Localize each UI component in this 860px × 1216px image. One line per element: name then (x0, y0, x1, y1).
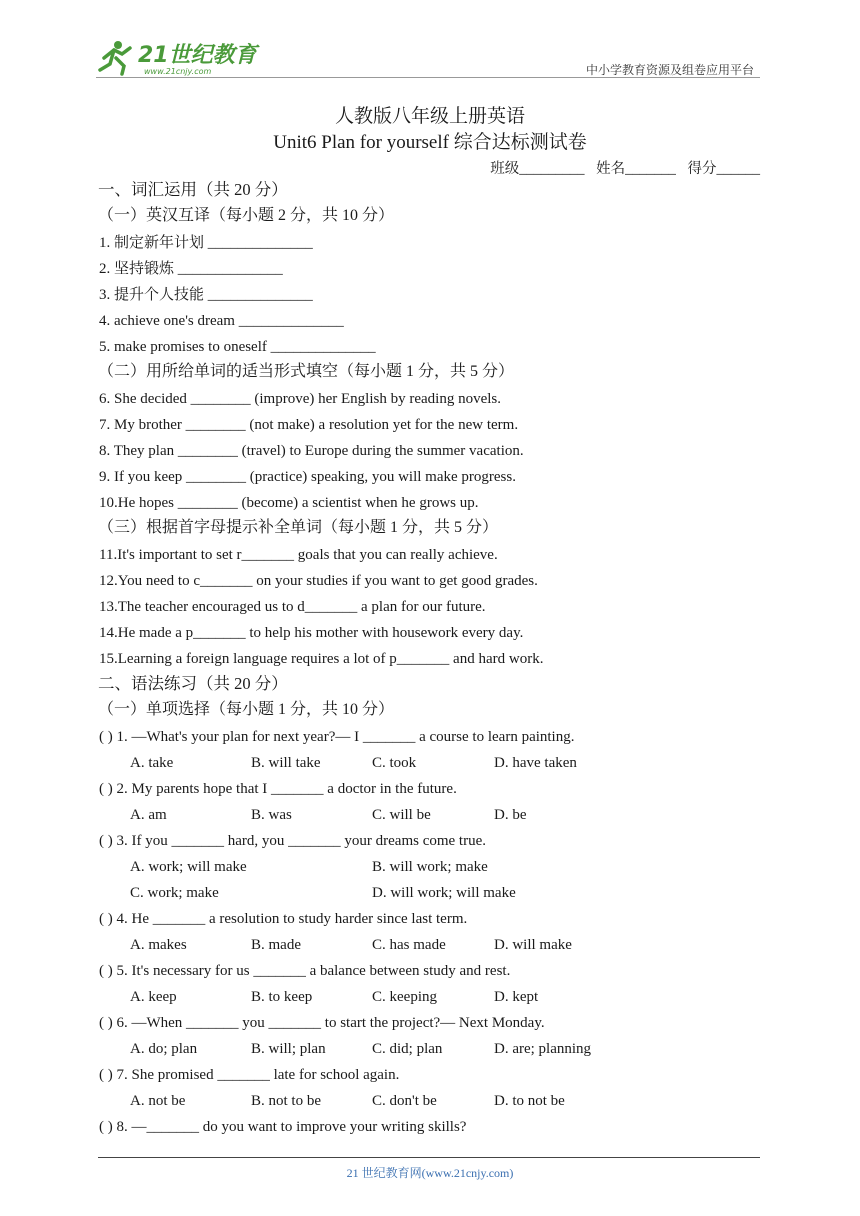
mcq-option[interactable]: A. keep (130, 989, 177, 1005)
question-item: 15.Learning a foreign language requires a lot of p_______ and hard work. (99, 651, 544, 667)
mcq-option[interactable]: D. will make (494, 937, 572, 953)
page-title: 人教版八年级上册英语 (334, 106, 525, 127)
question-item: 1. 制定新年计划 ______________ (99, 235, 313, 251)
mcq-question: ( ) 7. She promised _______ late for school again. (99, 1067, 400, 1083)
page-header (96, 36, 760, 78)
mcq-option[interactable]: B. to keep (251, 989, 313, 1005)
mcq-option[interactable]: A. take (130, 755, 174, 771)
score-field[interactable]: 得分______ (687, 161, 760, 177)
mcq-option[interactable]: B. made (251, 937, 301, 953)
question-item: 13.The teacher encouraged us to d_______ a plan for our future. (99, 599, 486, 615)
mcq-option[interactable]: B. will work; make (372, 859, 488, 875)
mcq-option[interactable]: C. don't be (372, 1093, 437, 1109)
svg-text:21世纪教育: 21世纪教育 (138, 43, 257, 68)
question-item: 2. 坚持锻炼 ______________ (99, 261, 283, 277)
mcq-option[interactable]: D. are; planning (494, 1041, 592, 1057)
svg-text:www.21cnjy.com: www.21cnjy.com (144, 67, 212, 76)
mcq-option[interactable]: D. kept (494, 989, 539, 1005)
mcq-question: ( ) 6. —When _______ you _______ to start the project?— Next Monday. (99, 1015, 545, 1031)
mcq-option[interactable]: A. do; plan (130, 1041, 198, 1057)
mcq-question: ( ) 4. He _______ a resolution to study harder since last term. (99, 911, 468, 927)
question-item: 6. She decided ________ (improve) her English by reading novels. (99, 391, 501, 407)
question-item: 8. They plan ________ (travel) to Europe during the summer vacation. (99, 443, 524, 459)
mcq-option[interactable]: C. work; make (130, 885, 219, 901)
question-item: 14.He made a p_______ to help his mother with housework every day. (99, 625, 524, 641)
mcq-option[interactable]: A. work; will make (130, 859, 247, 875)
footer-divider (98, 1157, 760, 1158)
mcq-option[interactable]: C. keeping (372, 989, 437, 1005)
mcq-option[interactable]: B. was (251, 807, 292, 823)
mcq-option[interactable]: D. be (494, 807, 527, 823)
platform-label: 中小学教育资源及组卷应用平台 (585, 63, 754, 77)
mcq-question: ( ) 8. —_______ do you want to improve your writing skills? (99, 1119, 467, 1135)
logo-icon (96, 36, 266, 78)
mcq-option[interactable]: B. not to be (251, 1093, 321, 1109)
question-item: 10.He hopes ________ (become) a scientist when he grows up. (99, 495, 479, 511)
mcq-question: ( ) 3. If you _______ hard, you _______ your dreams come true. (99, 833, 486, 849)
mcq-question: ( ) 1. —What's your plan for next year?— I _______ a course to learn painting. (99, 729, 575, 745)
header-divider (96, 77, 760, 78)
question-item: 4. achieve one's dream ______________ (99, 313, 344, 329)
mcq-option[interactable]: C. took (372, 755, 417, 771)
section-1-part-1-heading: （一）英汉互译（每小题 2 分，共 10 分） (98, 207, 395, 224)
section-1-part-2-heading: （二）用所给单词的适当形式填空（每小题 1 分，共 5 分） (98, 363, 515, 380)
mcq-option[interactable]: D. will work; will make (372, 885, 516, 901)
mcq-option[interactable]: A. am (130, 807, 167, 823)
class-field[interactable]: 班级_________ (490, 161, 585, 177)
question-item: 12.You need to c_______ on your studies if you want to get good grades. (99, 573, 538, 589)
mcq-option[interactable]: D. to not be (494, 1093, 565, 1109)
question-item: 7. My brother ________ (not make) a resolution yet for the new term. (99, 417, 519, 433)
question-item: 5. make promises to oneself ______________ (99, 339, 376, 355)
question-item: 11.It's important to set r_______ goals that you can really achieve. (99, 547, 498, 563)
mcq-option[interactable]: B. will take (251, 755, 321, 771)
section-1-heading: 一、词汇运用（共 20 分） (98, 180, 288, 199)
page-footer[interactable]: 21 世纪教育网(www.21cnjy.com) (346, 1166, 514, 1180)
question-item: 9. If you keep ________ (practice) speaking, you will make progress. (99, 469, 516, 485)
section-2-part-1-heading: （一）单项选择（每小题 1 分，共 10 分） (98, 701, 395, 718)
mcq-question: ( ) 2. My parents hope that I _______ a doctor in the future. (99, 781, 457, 797)
mcq-option[interactable]: B. will; plan (251, 1041, 326, 1057)
section-1-part-3-heading: （三）根据首字母提示补全单词（每小题 1 分，共 5 分） (98, 519, 499, 536)
page-subtitle: Unit6 Plan for yourself 综合达标测试卷 (273, 132, 587, 153)
name-field[interactable]: 姓名_______ (596, 161, 676, 177)
question-item: 3. 提升个人技能 ______________ (99, 287, 313, 303)
mcq-option[interactable]: A. not be (130, 1093, 186, 1109)
mcq-option[interactable]: D. have taken (494, 755, 577, 771)
mcq-option[interactable]: C. has made (372, 937, 446, 953)
mcq-option[interactable]: C. did; plan (372, 1041, 443, 1057)
section-2-heading: 二、语法练习（共 20 分） (98, 674, 288, 693)
mcq-question: ( ) 5. It's necessary for us _______ a balance between study and rest. (99, 963, 511, 979)
mcq-option[interactable]: C. will be (372, 807, 431, 823)
mcq-option[interactable]: A. makes (130, 937, 187, 953)
student-info (482, 157, 760, 178)
